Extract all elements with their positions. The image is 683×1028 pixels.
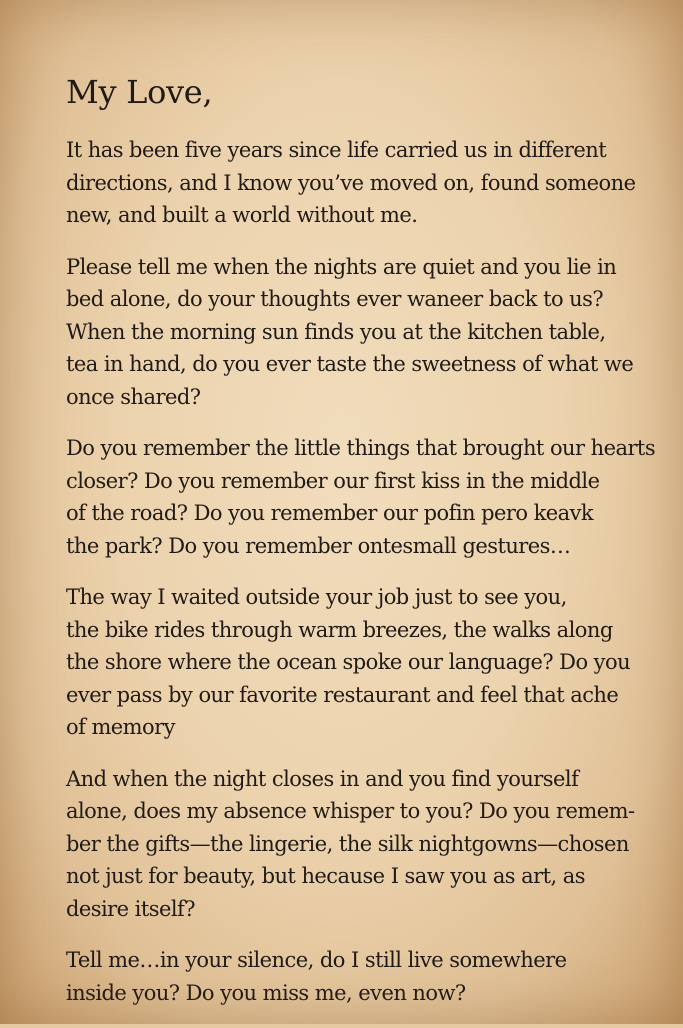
paragraph-line: closer? Do you remember our first kiss in the middle [66, 468, 600, 493]
paragraph-line: ever pass by our favorite restaurant and feel that ache [66, 682, 619, 707]
paragraph-line: once shared? [66, 384, 201, 409]
paragraph-line: tea in hand, do you ever taste the sweetness of what we [66, 352, 634, 376]
paragraph-line: When the morning sun finds you at the kitchen table, [66, 319, 606, 344]
paragraph-2 [66, 251, 666, 414]
paragraph-4 [66, 581, 666, 744]
paragraph-line: It has been five years since life carried us in different [66, 138, 607, 162]
letter-body [66, 70, 666, 1028]
paragraph-line: Please tell me when the nights are quiet and you lie in [66, 254, 617, 279]
paragraph-line: inside you? Do you miss me, even now? [66, 980, 466, 1005]
paragraph-line: of the road? Do you remember our pofin pero keavk [66, 501, 594, 525]
paragraph-line: new, and built a world without me. [66, 203, 418, 227]
paragraph-line: the shore where the ocean spoke our language? Do you [66, 650, 631, 674]
paragraph-line: not just for beauty, but hecause I saw you as art, as [66, 864, 585, 888]
paragraph-line: The way I waited outside your job just to see you, [66, 585, 567, 609]
paragraph-1 [66, 134, 666, 232]
paragraph-line: the bike rides through warm breezes, the walks along [66, 617, 613, 642]
paragraph-line: the park? Do you remember ontesmall gestures… [66, 533, 571, 558]
paragraph-line: Tell me…in your silence, do I still live somewhere [66, 948, 567, 972]
paragraph-line: of memory [66, 715, 175, 739]
paragraph-line: desire itself? [66, 896, 195, 921]
paragraph-line: directions, and I know you’ve moved on, found someone [66, 170, 636, 195]
salutation: My Love, [66, 73, 213, 111]
paragraph-line: ber the gifts—the lingerie, the silk nightgowns—chosen [66, 831, 629, 856]
paragraph-6 [66, 944, 666, 1009]
paragraph-line: And when the night closes in and you find yourself [66, 766, 579, 791]
paragraph-line: Do you remember the little things that brought our hearts [66, 436, 656, 460]
paragraph-5 [66, 763, 666, 926]
paragraph-line: alone, does my absence whisper to you? Do you remem- [66, 799, 635, 823]
paragraph-line: bed alone, do your thoughts ever waneer back to us? [66, 287, 604, 311]
paragraph-3 [66, 432, 666, 562]
